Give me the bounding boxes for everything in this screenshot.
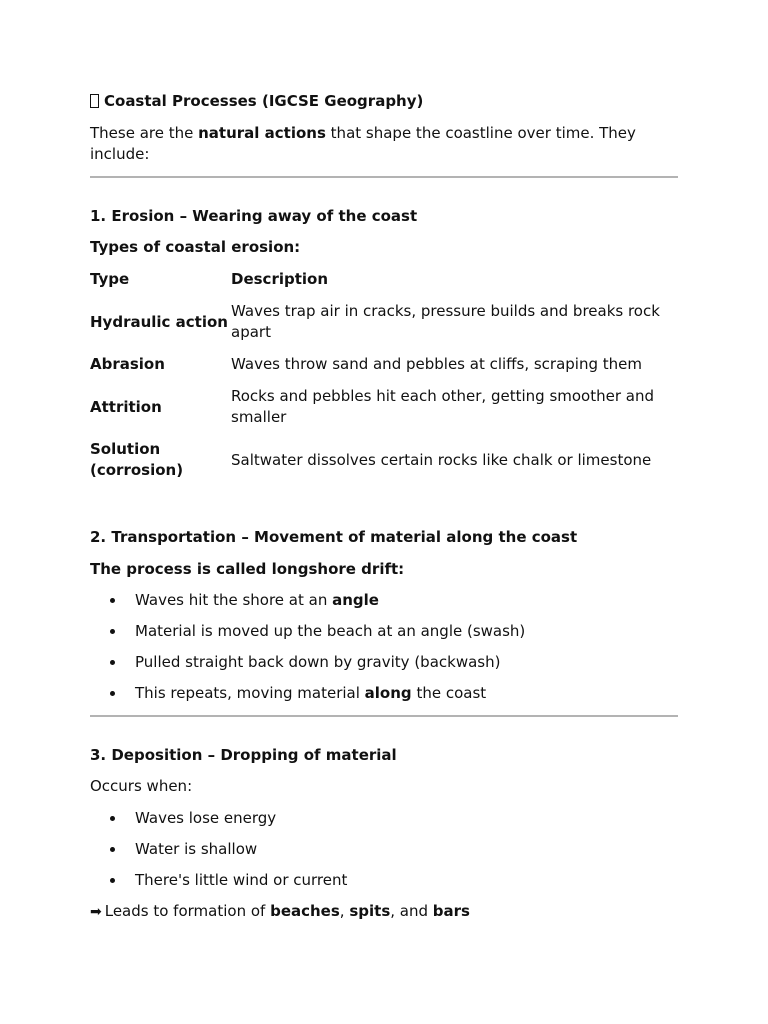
bullet-icon: [110, 629, 115, 634]
table-row: [90, 290, 661, 343]
bullet-icon: [110, 878, 115, 883]
transportation-list: [90, 590, 525, 714]
table-row: [90, 375, 661, 428]
erosion-table: [90, 268, 661, 481]
erosion-description: Waves trap air in cracks, pressure builds and breaks rock apart: [231, 302, 660, 341]
list-item: Material is moved up the beach at an angle (swash): [90, 621, 525, 652]
erosion-type: Attrition: [90, 397, 162, 416]
deposition-list: [90, 808, 347, 901]
list-item: Water is shallow: [90, 839, 347, 870]
erosion-description: Saltwater dissolves certain rocks like chalk or limestone: [231, 450, 652, 469]
list-item: Waves lose energy: [90, 808, 347, 839]
erosion-description: Rocks and pebbles hit each other, getting smoother and smaller: [231, 387, 654, 426]
transportation-subheading: The process is called longshore drift:: [90, 560, 405, 578]
list-item: Waves hit the shore at an angle: [90, 590, 525, 621]
list-item: This repeats, moving material along the coast: [90, 683, 525, 714]
erosion-subheading: Types of coastal erosion:: [90, 238, 301, 256]
transportation-heading: 2. Transportation – Movement of material along the coast: [90, 528, 578, 546]
erosion-type: Abrasion: [90, 355, 165, 373]
list-item: There's little wind or current: [90, 870, 347, 901]
deposition-occurs: Occurs when:: [90, 777, 193, 795]
table-row: [90, 343, 661, 375]
list-item: Pulled straight back down by gravity (backwash): [90, 652, 525, 683]
bullet-icon: [110, 660, 115, 665]
erosion-description: Waves throw sand and pebbles at cliffs, scraping them: [231, 355, 642, 373]
page-title: Coastal Processes (IGCSE Geography): [90, 91, 423, 112]
table-header-type: Type: [90, 269, 130, 288]
intro-bold: natural actions: [198, 124, 326, 142]
divider: [90, 176, 678, 178]
erosion-heading: 1. Erosion – Wearing away of the coast: [90, 207, 418, 225]
arrow-right-icon: ➡: [90, 904, 102, 920]
bullet-icon: [110, 598, 115, 603]
divider: [90, 715, 678, 717]
bullet-icon: [110, 847, 115, 852]
document-icon: [90, 94, 99, 108]
erosion-type: Hydraulic action: [90, 312, 228, 331]
erosion-type: Solution (corrosion): [90, 440, 184, 479]
table-header-row: [90, 268, 661, 290]
deposition-heading: 3. Deposition – Dropping of material: [90, 746, 397, 764]
intro-paragraph: These are the natural actions that shape the coastline over time. They include:: [90, 124, 636, 163]
deposition-result: ➡ Leads to formation of beaches, spits, and bars: [90, 901, 470, 923]
bullet-icon: [110, 691, 115, 696]
table-row: [90, 428, 661, 481]
table-header-description: Description: [231, 269, 329, 288]
bullet-icon: [110, 816, 115, 821]
